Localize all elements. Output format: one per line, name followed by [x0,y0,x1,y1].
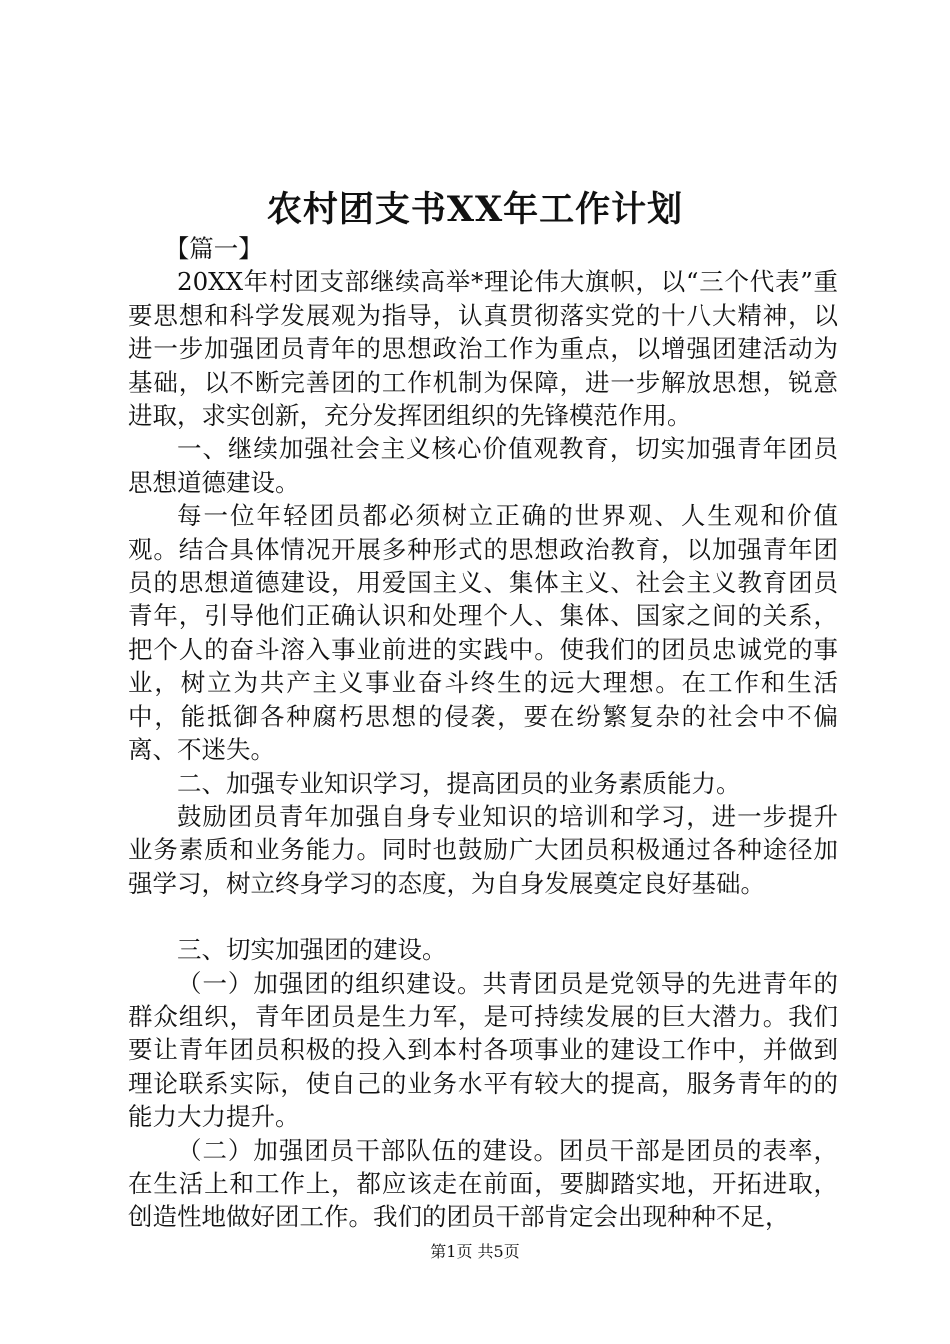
document-body [128,232,838,1234]
paragraph-intro: 20XX年村团支部继续高举*理论伟大旗帜，以“三个代表”重要思想和科学发展观为指导，认真贯彻落实党的十八大精神，以进一步加强团员青年的思想政治工作为重点，以增强团建活动为基础，以不断完善团的工作机制为保障，进一步解放思想，锐意进取，求实创新，充分发挥团组织的先锋模范作用。 [128,267,838,431]
paragraph-one: 每一位年轻团员都必须树立正确的世界观、人生观和价值观。结合具体情况开展多种形式的思想政治教育，以加强青年团员的思想道德建设，用爱国主义、集体主义、社会主义教育团员青年，引导他们正确认识和处理个人、集体、国家之间的关系，把个人的奋斗溶入事业前进的实践中。使我们的团员忠诚党的事业，树立为共产主义事业奋斗终生的远大理想。在工作和生活中，能抵御各种腐朽思想的侵袭，要在纷繁复杂的社会中不偏离、不迷失。 [128,501,838,765]
section-label: 【篇一】 [164,234,263,263]
paragraph-three-two: （二）加强团员干部队伍的建设。团员干部是团员的表率，在生活上和工作上，都应该走在前面，要脚踏实地，开拓进取，创造性地做好团工作。我们的团员干部肯定会出现种种不足， [128,1135,838,1232]
document-title: 农村团支书XX年工作计划 [266,189,684,230]
paragraph-two: 鼓励团员青年加强自身专业知识的培训和学习，进一步提升业务素质和业务能力。同时也鼓励广大团员积极通过各种途径加强学习，树立终身学习的态度，为自身发展奠定良好基础。 [128,801,838,898]
paragraph-three-one: （一）加强团的组织建设。共青团员是党领导的先进青年的群众组织，青年团员是生力军，是可持续发展的巨大潜力。我们要让青年团员积极的投入到本村各项事业的建设工作中，并做到理论联系实际，使自己的业务水平有较大的提高，服务青年的的能力大力提升。 [128,968,838,1132]
heading-one: 一、继续加强社会主义核心价值观教育，切实加强青年团员思想道德建设。 [128,434,838,497]
heading-two: 二、加强专业知识学习，提高团员的业务素质能力。 [177,768,741,798]
heading-three: 三、切实加强团的建设。 [177,935,447,965]
page-number-footer: 第1页 共5页 [430,1242,520,1261]
